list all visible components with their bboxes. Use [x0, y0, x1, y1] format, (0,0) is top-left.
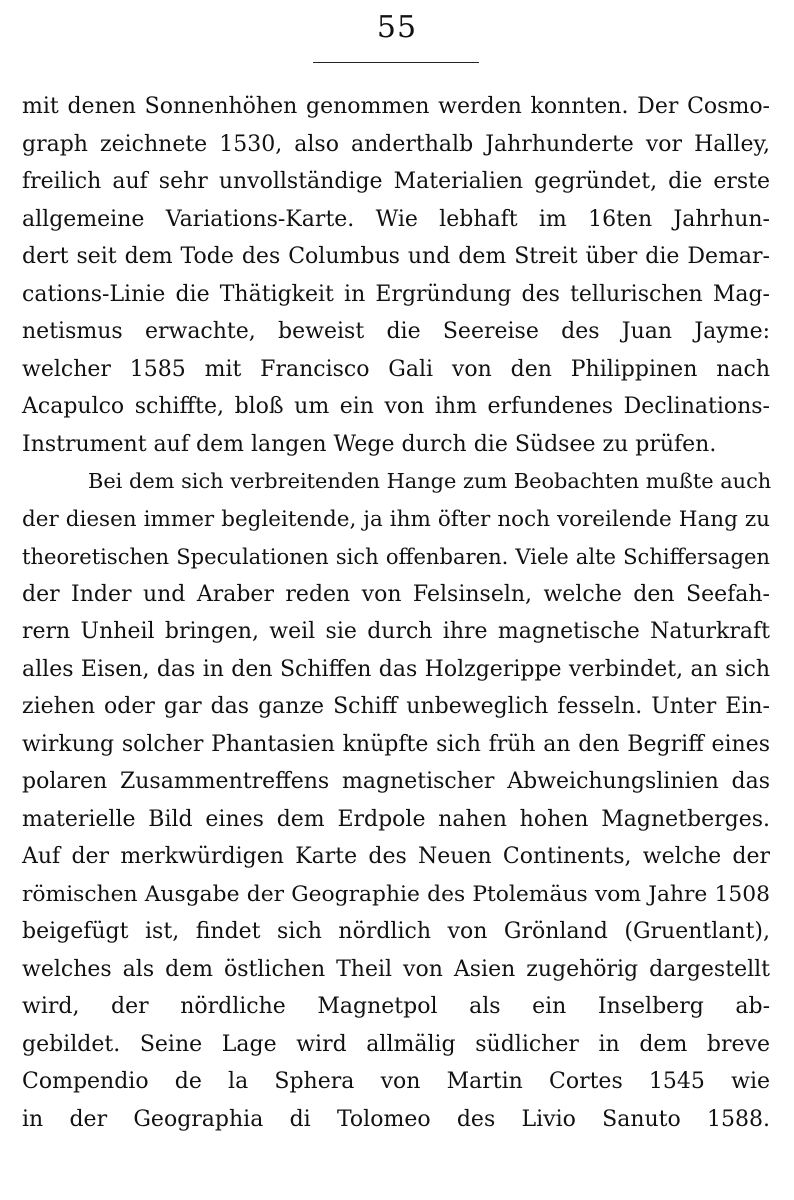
text-line: netismus erwachte, beweist die Seereise des Juan Jayme: — [22, 319, 770, 344]
text-line: der diesen immer begleitende, ja ihm öfter noch voreilende Hang zu — [22, 506, 770, 532]
text-line: Instrument auf dem langen Wege durch die Südsee zu prüfen. — [22, 431, 717, 457]
header-rule — [313, 62, 479, 63]
text-line: alles Eisen, das in den Schiffen das Holzgerippe verbindet, an sich — [22, 656, 770, 682]
text-line: Auf der merkwürdigen Karte des Neuen Continents, welche der — [22, 844, 770, 869]
body-text — [22, 88, 770, 1138]
text-line: Bei dem sich verbreitenden Hange zum Beobachten mußte auch — [88, 469, 772, 493]
paragraph-2 — [22, 463, 770, 1138]
text-line: römischen Ausgabe der Geographie des Ptolemäus vom Jahre 1508 — [22, 881, 770, 907]
text-line: beigefügt ist, findet sich nördlich von Grönland (Gruentlant), — [22, 919, 770, 944]
text-line: freilich auf sehr unvollständige Materialien gegründet, die erste — [22, 169, 770, 194]
text-line: der Inder und Araber reden von Felsinseln, welche den Seefah- — [22, 581, 770, 607]
text-line: Compendio de la Sphera von Martin Cortes 1545 wie — [22, 1069, 770, 1094]
text-line: graph zeichnete 1530, also anderthalb Jahrhunderte vor Halley, — [22, 131, 770, 157]
text-line: materielle Bild eines dem Erdpole nahen hohen Magnetberges. — [22, 806, 770, 832]
text-line: Acapulco schiffte, bloß um ein von ihm erfundenes Declinations- — [22, 394, 770, 419]
text-line: ziehen oder gar das ganze Schiff unbeweglich fesseln. Unter Ein- — [22, 694, 770, 719]
page-number: 55 — [376, 10, 418, 45]
text-line: in der Geographia di Tolomeo des Livio Sanuto 1588. — [22, 1106, 770, 1132]
text-line: welches als dem östlichen Theil von Asien zugehörig dargestellt — [22, 956, 770, 982]
text-line: polaren Zusammentreffens magnetischer Abweichungslinien das — [22, 769, 770, 794]
text-line: dert seit dem Tode des Columbus und dem Streit über die Demar- — [22, 244, 770, 269]
paragraph-1 — [22, 88, 770, 463]
text-line: gebildet. Seine Lage wird allmälig südlicher in dem breve — [22, 1031, 770, 1057]
text-line: mit denen Sonnenhöhen genommen werden konnten. Der Cosmo- — [22, 94, 770, 119]
text-line: allgemeine Variations-Karte. Wie lebhaft im 16ten Jahrhun- — [22, 206, 770, 232]
text-line: welcher 1585 mit Francisco Gali von den Philippinen nach — [22, 356, 770, 382]
text-line: wird, der nördliche Magnetpol als ein Inselberg ab- — [22, 994, 770, 1019]
text-line: theoretischen Speculationen sich offenbaren. Viele alte Schiffersagen — [22, 544, 770, 569]
text-line: rern Unheil bringen, weil sie durch ihre magnetische Naturkraft — [22, 619, 770, 644]
text-line: wirkung solcher Phantasien knüpfte sich früh an den Begriff eines — [22, 731, 770, 757]
text-line: cations-Linie die Thätigkeit in Ergründung des tellurischen Mag- — [22, 281, 770, 307]
